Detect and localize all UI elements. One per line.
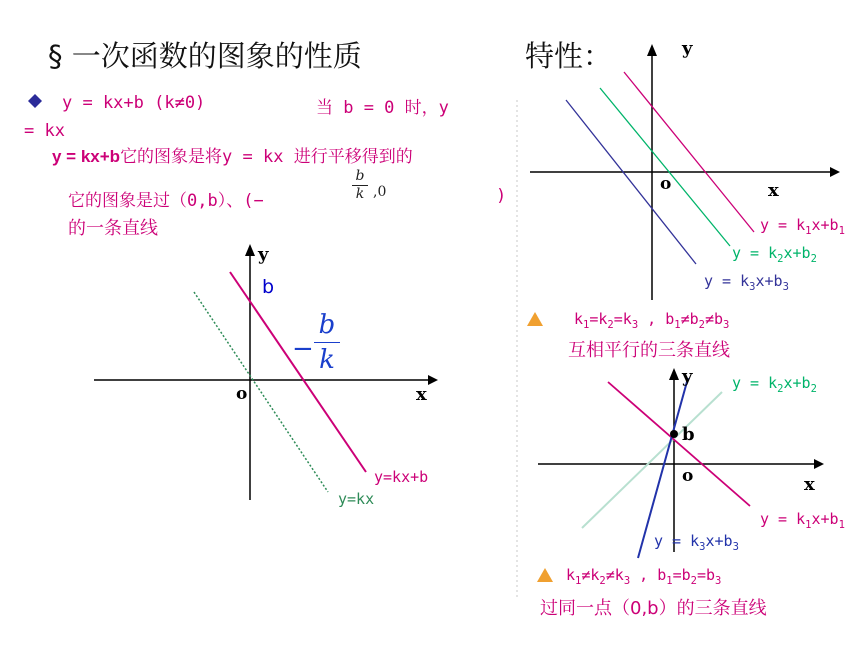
left-frac-den: k — [314, 342, 340, 373]
left-frac-num: b — [318, 310, 336, 340]
triangle-bullet-icon-2 — [537, 568, 553, 582]
tr-x-label: x — [768, 180, 779, 201]
points-fraction-den: k — [352, 185, 368, 202]
properties-heading: 特性： — [525, 39, 613, 73]
left-x-arrow-icon — [428, 375, 438, 385]
label-y-kx-plus-b: y=kx+b — [374, 468, 429, 486]
br-x-label: x — [804, 474, 815, 495]
tr-y-arrow-icon — [647, 44, 657, 56]
tr-line-1 — [624, 72, 754, 232]
br-y-label: y — [682, 366, 693, 387]
left-b-label: b — [262, 276, 275, 298]
parallel-caption: 互相平行的三条直线 — [568, 340, 730, 361]
tr-label-line-2: $y = k_2x+b_2$ — [732, 244, 817, 265]
br-b-label: b — [682, 424, 695, 445]
br-line-1 — [608, 382, 750, 506]
tr-label-line-1: $y = k_1x+b_1$ — [760, 216, 845, 237]
br-origin-label: o — [682, 466, 694, 486]
parallel-condition: $k_1=k_2=k_3$ , $b_1\ne b_2\ne b_3$ — [574, 310, 730, 331]
points-statement: 它的图象是过（0,b）、(− — [68, 191, 264, 211]
tr-label-line-3: $y = k_3x+b_3$ — [704, 272, 789, 293]
tr-y-label: y — [682, 38, 693, 59]
points-close-paren: ) — [496, 186, 507, 206]
tr-x-arrow-icon — [830, 167, 840, 177]
br-intersection-point — [670, 430, 678, 438]
tr-origin-label: o — [660, 174, 672, 194]
left-neg-b-over-k — [314, 312, 340, 373]
line-caption: 的一条直线 — [68, 218, 158, 239]
points-zero: ,0 — [373, 184, 387, 200]
line-y-kx — [194, 292, 328, 492]
left-y-arrow-icon — [245, 244, 255, 256]
br-y-arrow-icon — [669, 368, 679, 380]
triangle-bullet-icon-1 — [527, 312, 543, 326]
translation-equation: y = kx+b — [52, 147, 121, 166]
left-frac-minus: − — [292, 334, 314, 364]
points-fraction-num: b — [355, 168, 365, 184]
b-zero-result: = kx — [24, 121, 65, 141]
label-y-kx: y=kx — [338, 490, 375, 508]
br-label-line-1: $y = k_1x+b_1$ — [760, 510, 845, 531]
br-label-line-3: $y = k_3x+b_3$ — [654, 532, 739, 553]
left-x-label: x — [416, 384, 427, 405]
intersect-caption: 过同一点（0,b）的三条直线 — [540, 598, 767, 619]
page-title: § 一次函数的图象的性质 — [48, 39, 362, 73]
left-y-label: y — [258, 244, 269, 265]
br-label-line-2: $y = k_2x+b_2$ — [732, 374, 817, 395]
left-origin-label: o — [236, 384, 248, 404]
tr-line-3 — [566, 100, 696, 264]
b-zero-condition: 当 b = 0 时，y — [316, 98, 449, 118]
intersect-condition: $k_1\ne k_2\ne k_3$ , $b_1=b_2=b_3$ — [566, 566, 722, 587]
translation-text: 它的图象是将y = kx 进行平移得到的 — [120, 147, 413, 167]
br-line-3 — [638, 378, 688, 558]
br-x-arrow-icon — [814, 459, 824, 469]
equation-definition: y = kx+b (k≠0) — [62, 93, 206, 113]
